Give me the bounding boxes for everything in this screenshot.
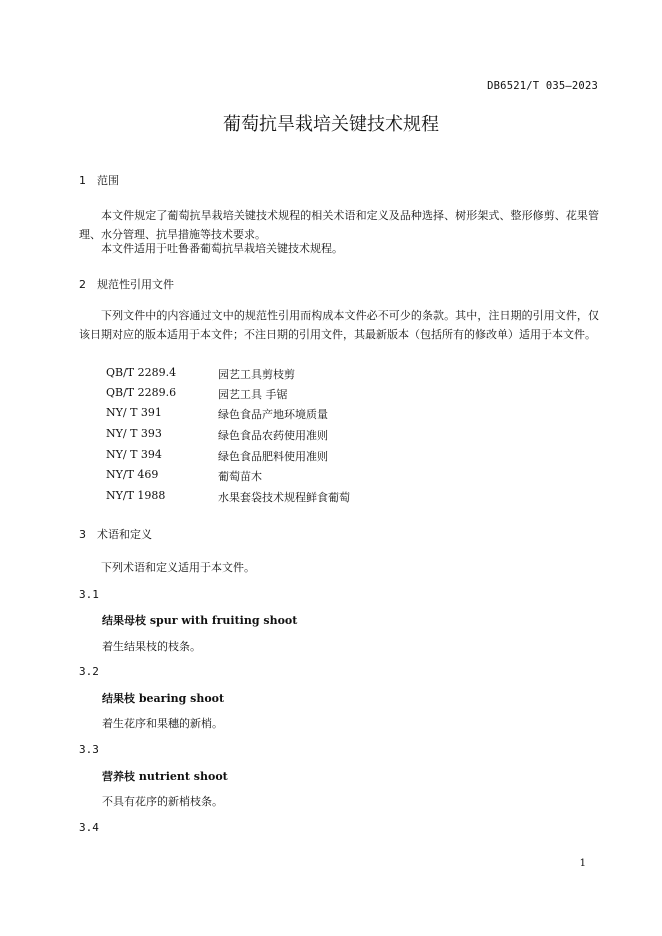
reference-code: QB/T 2289.4 bbox=[106, 366, 177, 379]
term-title: 营养枝 nutrient shoot bbox=[102, 770, 228, 783]
reference-code: NY/ T 393 bbox=[106, 427, 162, 440]
paragraph: 下列术语和定义适用于本文件。 bbox=[101, 561, 255, 574]
term-number: 3.4 bbox=[79, 821, 99, 834]
reference-title: 绿色食品产地环境质量 bbox=[218, 408, 328, 421]
section-number: 2 bbox=[79, 278, 86, 291]
reference-title: 绿色食品农药使用准则 bbox=[218, 429, 328, 442]
term-number: 3.1 bbox=[79, 588, 99, 601]
term-definition: 着生结果枝的枝条。 bbox=[102, 640, 201, 653]
reference-title: 园艺工具 手锯 bbox=[218, 388, 288, 401]
reference-code: NY/T 469 bbox=[106, 468, 159, 481]
section-title: 规范性引用文件 bbox=[97, 278, 174, 291]
section-number: 1 bbox=[79, 174, 86, 187]
document-title: 葡萄抗旱栽培关键技术规程 bbox=[223, 114, 439, 135]
document-code: DB6521/T 035—2023 bbox=[487, 80, 598, 92]
paragraph: 下列文件中的内容通过文中的规范性引用而构成本文件必不可少的条款。其中，注日期的引用文件，仅该日期对应的版本适用于本文件；不注日期的引用文件，其最新版本（包括所有的修改单）适用于本文件。 bbox=[79, 309, 599, 341]
reference-code: NY/T 1988 bbox=[106, 489, 166, 502]
term-definition: 着生花序和果穗的新梢。 bbox=[102, 717, 223, 730]
term-number: 3.3 bbox=[79, 743, 99, 756]
reference-title: 绿色食品肥料使用准则 bbox=[218, 450, 328, 463]
section-heading-1 bbox=[79, 172, 119, 188]
term-definition: 不具有花序的新梢枝条。 bbox=[102, 795, 223, 808]
term-title: 结果母枝 spur with fruiting shoot bbox=[102, 614, 298, 627]
reference-code: QB/T 2289.6 bbox=[106, 386, 177, 399]
section-number: 3 bbox=[79, 528, 86, 541]
reference-code: NY/ T 391 bbox=[106, 406, 162, 419]
section-heading-3 bbox=[79, 526, 152, 542]
reference-code: NY/ T 394 bbox=[106, 448, 162, 461]
term-title: 结果枝 bearing shoot bbox=[102, 692, 225, 705]
section-title: 术语和定义 bbox=[97, 528, 152, 541]
page-number: 1 bbox=[579, 858, 586, 869]
reference-title: 园艺工具剪枝剪 bbox=[218, 368, 295, 381]
section-title: 范围 bbox=[97, 174, 119, 187]
reference-title: 水果套袋技术规程鲜食葡萄 bbox=[218, 491, 350, 504]
term-number: 3.2 bbox=[79, 665, 99, 678]
paragraph: 本文件规定了葡萄抗旱栽培关键技术规程的相关术语和定义及品种选择、树形架式、整形修剪、花果管理、水分管理、抗旱措施等技术要求。 bbox=[79, 209, 599, 241]
paragraph: 本文件适用于吐鲁番葡萄抗旱栽培关键技术规程。 bbox=[101, 242, 343, 255]
reference-title: 葡萄苗木 bbox=[218, 470, 262, 483]
section-heading-2 bbox=[79, 276, 174, 292]
